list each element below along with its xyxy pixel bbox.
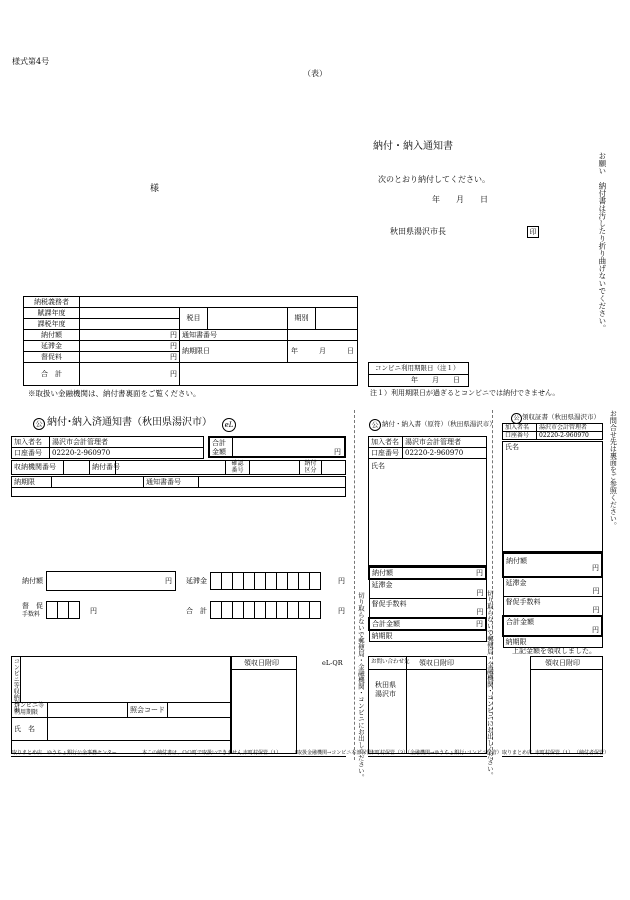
footer-bank-keep: （取扱金融機関→コンビニ本部保管） (292, 750, 377, 756)
original-subscriber-label: 加入者名 (369, 437, 403, 448)
issuer-seal: 印 (527, 226, 539, 238)
original-name-box (368, 458, 487, 566)
convenience-vertical-label: コンビニ等収納利用 (12, 658, 20, 712)
original-reminder: 督促手数料 円 (369, 599, 486, 619)
receipt-total: 合計金額 円 (503, 616, 602, 636)
original-amount-table (368, 566, 487, 642)
cut-line-1 (354, 410, 355, 760)
page-title: 納付・納入通知書 (373, 141, 453, 152)
public-mark-icon: 公 (33, 418, 45, 430)
public-mark-icon-2: 公 (369, 419, 381, 431)
receipt-name-box (502, 441, 603, 552)
name-label: 氏 名 (12, 718, 48, 741)
levy-year-label: 課税年度 (24, 319, 80, 330)
reminder-digit-cells (46, 601, 79, 619)
payment-amount-yen: 円 (80, 330, 180, 341)
convenience-deadline-label: コンビニ利用期限日（注１） (375, 364, 460, 372)
bank-note: ※取扱い金融機関は、納付書裏面をご覧ください。 (28, 389, 201, 398)
payment-category-label: 納付 区分 (300, 461, 322, 475)
original-account-table (368, 436, 487, 459)
confirm-number-label: 確認 番号 (226, 461, 250, 475)
receipt-side-note: お問合せ先は裏面をご参照ください。 (609, 410, 618, 529)
late-fee-label-2: 延滞金 (186, 577, 207, 585)
original-stamp-area (368, 656, 487, 754)
account-value: 02220-2-960970 (50, 448, 204, 459)
total-amount-box (208, 436, 346, 458)
due-label: 納期限 (12, 477, 52, 488)
receipt-notice-code-table (11, 460, 346, 475)
convenience-deadline-box (368, 362, 469, 387)
main-tax-table (23, 296, 358, 386)
payment-number-label: 納付番号 (90, 461, 116, 475)
convenience-deadline-label-2: コンビニ等 利用期限 (12, 703, 48, 718)
reminder-label-1: 督 促 (22, 602, 43, 610)
cut-line-1-note: 切り取らないで郵便局・金融機関・コンビニにお出しください。 (356, 592, 365, 781)
handling-request-note: お願い 納付書は汚したり折り曲げないでください。 (597, 152, 607, 332)
receipt-subscriber-label: 加入者名 (503, 424, 537, 432)
notice-number-label: 通知書番号 (180, 330, 288, 341)
receipt-footer-2: 市町村保管（1） (535, 750, 574, 756)
original-name-label: 氏名 (371, 462, 385, 470)
original-contact-label: お問い合わせ先 (371, 659, 410, 665)
late-fee-yen: 円 (80, 341, 180, 352)
total-label: 合 計 (24, 363, 80, 386)
receipt-account-table (502, 423, 603, 440)
receipt-pay-amount: 納付額 円 (503, 553, 602, 577)
pay-amount-label-2: 納付額 (22, 577, 43, 585)
receipt-notice-account-table (11, 436, 204, 459)
reminder-label-2: 手数料 (22, 611, 41, 618)
bank-number-label: 収納機関番号 (12, 461, 64, 475)
fiscal-year-label: 賦課年度 (24, 308, 80, 319)
receipt-stamp-box (231, 656, 297, 754)
pay-amount-yen: 円 (165, 577, 172, 585)
payment-amount-label: 納付額 (24, 330, 80, 341)
public-mark-icon-3: 公 (511, 413, 522, 424)
convenience-deadline-date: 年 月 日 (411, 376, 460, 384)
receipt-account-label: 口座番号 (503, 432, 537, 440)
original-account-label: 口座番号 (369, 448, 403, 459)
subscriber-value: 湯沢市会計管理者 (50, 437, 204, 448)
pay-amount-box (46, 571, 176, 591)
due-date-label: 納期限日 (180, 341, 288, 363)
original-stamp-label: 領収日附印 (419, 659, 454, 667)
total-label-1: 合計 (212, 439, 226, 447)
original-city: 秋田県湯沢市 (375, 681, 396, 699)
receipt-footer-3: （納付者保管） (574, 750, 610, 756)
original-footer-1: 市町村保管（3） (370, 750, 409, 756)
issuer-name: 秋田県湯沢市長 (390, 227, 446, 236)
cut-line-2-note: 切り取らないで郵便局・金融機関・コンビニにお出しください。 (485, 590, 494, 779)
receipt-account-value: 02220-2-960970 (537, 432, 603, 440)
account-label: 口座番号 (12, 448, 50, 459)
original-footer-2: （金融機関→ゆうちょ銀行･コンビニ保管） (405, 750, 502, 756)
footer-collection-bank: 取りまとめ店 ゆうちょ銀行公金事務センター (12, 750, 117, 756)
taxpayer-label: 納税義務者 (24, 297, 80, 308)
total-yen-2: 円 (338, 607, 345, 615)
receipt-received-note: 上記金額を領収しました。 (512, 647, 596, 655)
instruction-text: 次のとおり納付してください。 (378, 175, 490, 184)
total-label-2b: 合 計 (186, 607, 207, 615)
late-fee-label: 延滞金 (24, 341, 80, 352)
original-title: 納付・納入書（原符）（秋田県湯沢市） (382, 420, 496, 428)
original-pay-amount: 納付額 円 (369, 567, 486, 579)
total-label-2: 金額 (212, 448, 226, 456)
reminder-fee-yen: 円 (80, 352, 180, 363)
original-late-fee: 延滞金 円 (369, 579, 486, 599)
reminder-fee-label: 督促料 (24, 352, 80, 363)
original-subscriber-value: 湯沢市会計管理者 (403, 437, 487, 448)
receipt-footer-1: 取りまとめ店 (502, 750, 533, 756)
receipt-reminder: 督促手数料 円 (503, 597, 602, 617)
receipt-late-fee: 延滞金 円 (503, 577, 602, 597)
convenience-info-table (11, 702, 231, 741)
receipt-name-label: 氏名 (505, 443, 519, 451)
el-mark-icon: eL (222, 418, 236, 432)
period-label: 期別 (288, 308, 316, 330)
footer-not-accepted: 本この納付書は、ＯＯ町で取扱いできません。 (142, 750, 248, 756)
original-due: 納期限 (369, 630, 486, 642)
receipt-stamp-box (530, 656, 603, 754)
footer-city-keep: 市町村保管（1） (243, 750, 282, 756)
receipt-due: 納期限 (503, 636, 602, 648)
convenience-note: 注１）利用期限日が過ぎるとコンビニでは納付できません。 (370, 389, 560, 397)
notice-number-label-2: 通知書番号 (144, 477, 199, 488)
subscriber-label: 加入者名 (12, 437, 50, 448)
inquiry-code-label: 照会コード (128, 703, 168, 718)
total-yen: 円 (80, 363, 180, 386)
due-date-value: 年 月 日 (288, 341, 358, 363)
original-account-value: 02220-2-960970 (403, 448, 487, 459)
el-qr-label: eL-QR (322, 659, 343, 667)
receipt-amount-table (502, 552, 603, 648)
total-digit-cells (210, 601, 320, 619)
reminder-yen: 円 (90, 607, 97, 615)
receipt-notice-due-table (11, 476, 346, 497)
taxpayer-value (80, 297, 358, 308)
receipt-title: 領収証書（秋田県湯沢市） (522, 413, 600, 421)
receipt-subscriber-value: 湯沢市会計管理者 (537, 424, 603, 432)
honorific-sama: 様 (150, 184, 160, 194)
total-yen: 円 (334, 448, 341, 456)
tax-item-label: 税目 (180, 308, 208, 330)
late-fee-yen-2: 円 (338, 577, 345, 585)
issue-date: 年 月 日 (432, 195, 488, 204)
original-total: 合計金額 円 (369, 618, 486, 630)
late-fee-digit-cells (210, 572, 320, 590)
front-side-label: （表） (303, 69, 327, 78)
receipt-stamp-label: 領収日附印 (244, 659, 279, 667)
receipt-notice-title: 納付･納入済通知書（秋田県湯沢市） (47, 417, 212, 428)
form-number: 様式第4号 (12, 57, 50, 66)
receipt-stamp-label: 領収日附印 (545, 659, 580, 667)
